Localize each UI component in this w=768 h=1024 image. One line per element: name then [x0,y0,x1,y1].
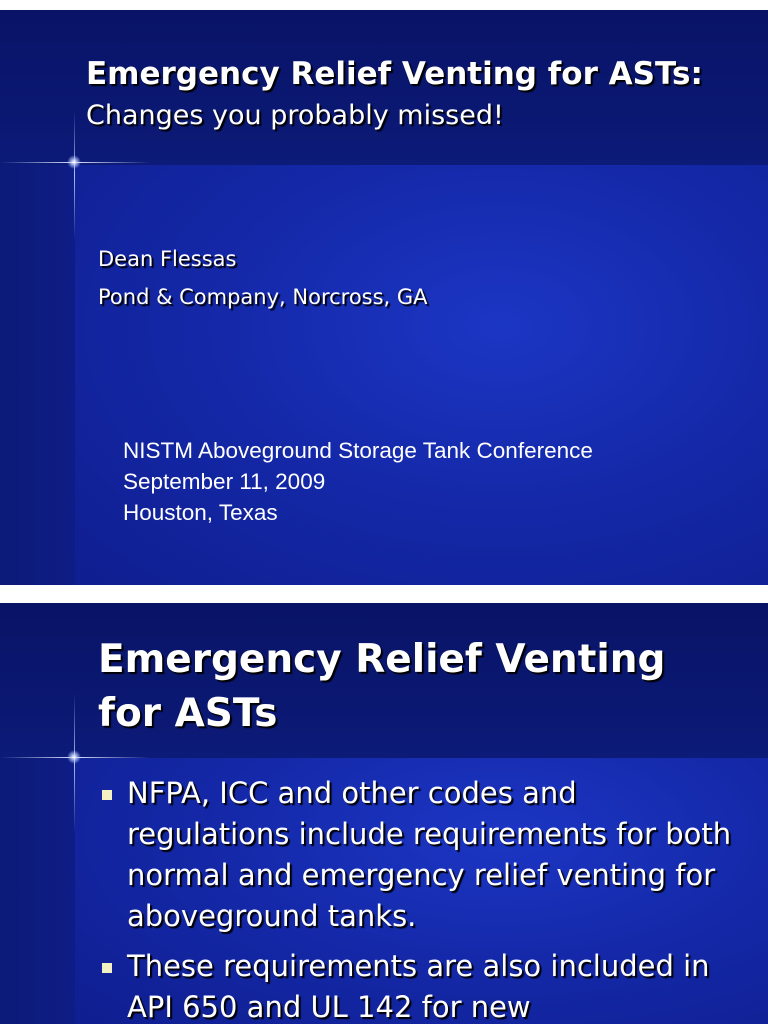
square-bullet-icon [102,963,112,973]
conference-location: Houston, Texas [123,500,278,525]
left-panel [0,758,75,1024]
sparkle-icon [67,750,81,764]
slide-1 [0,10,768,585]
bullet-text: NFPA, ICC and other codes and regulations include requirements for both normal and emergency relief venting for aboveground tanks. [127,776,732,933]
conference-date: September 11, 2009 [123,469,326,494]
decorative-vertical-line [74,110,75,240]
bullet-text: These requirements are also included in API 650 and UL 142 for new [127,949,710,1024]
slide-title-line-2: for ASTs [98,691,278,736]
bullet-list [100,773,740,1024]
slide-title-line-1: Emergency Relief Venting [98,637,666,682]
left-panel [0,165,75,585]
bullet-item [100,946,740,1024]
bullet-item [100,773,740,937]
slide-title: Emergency Relief Venting for ASTs: [86,56,703,92]
conference-name: NISTM Aboveground Storage Tank Conference [123,438,593,463]
slide-subtitle: Changes you probably missed! [86,100,504,131]
author-name: Dean Flessas [98,247,237,271]
square-bullet-icon [102,790,112,800]
slide-title [98,633,748,741]
sparkle-icon [67,155,81,169]
slide-2 [0,603,768,1024]
author-affiliation: Pond & Company, Norcross, GA [98,285,428,309]
